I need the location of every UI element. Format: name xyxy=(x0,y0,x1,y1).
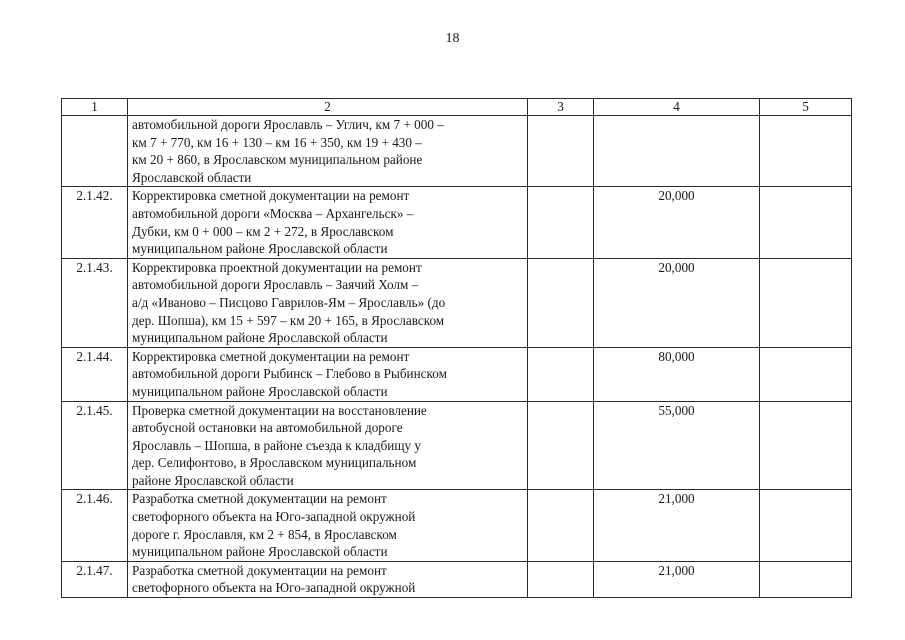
column-5-cell xyxy=(760,116,852,187)
amount-cell: 21,000 xyxy=(594,561,760,597)
amount-cell: 20,000 xyxy=(594,187,760,258)
table-row xyxy=(62,116,852,187)
table-body xyxy=(62,116,852,598)
item-description xyxy=(128,347,528,401)
amount-cell: 55,000 xyxy=(594,401,760,490)
column-header-4: 4 xyxy=(594,99,760,116)
description-line: дороге г. Ярославля, км 2 + 854, в Ярославском xyxy=(132,526,397,542)
column-3-cell xyxy=(528,490,594,561)
description-line: Ярославль – Шопша, в районе съезда к кладбищу у xyxy=(132,437,421,453)
item-description xyxy=(128,258,528,347)
description-line: дер. Шопша), км 15 + 597 – км 20 + 165, в Ярославском xyxy=(132,312,445,328)
item-number: 2.1.46. xyxy=(62,490,128,561)
column-3-cell xyxy=(528,401,594,490)
amount-cell: 21,000 xyxy=(594,490,760,561)
page-number: 18 xyxy=(445,31,460,46)
column-3-cell xyxy=(528,258,594,347)
column-header-2: 2 xyxy=(128,99,528,116)
description-line: автобусной остановки на автомобильной дороге xyxy=(132,420,403,436)
description-line: муниципальном районе Ярославской области xyxy=(132,241,388,257)
column-5-cell xyxy=(760,187,852,258)
description-line: автомобильной дороги Рыбинск – Глебово в Рыбинском xyxy=(132,366,447,382)
table-row xyxy=(62,490,852,561)
description-line: Проверка сметной документации на восстановление xyxy=(132,402,427,418)
description-line: км 7 + 770, км 16 + 130 – км 16 + 350, км 19 + 430 – xyxy=(132,134,422,150)
description-line: автомобильной дороги «Москва – Архангельск» – xyxy=(132,205,414,221)
budget-table xyxy=(61,98,852,598)
item-number: 2.1.45. xyxy=(62,401,128,490)
column-3-cell xyxy=(528,347,594,401)
item-number: 2.1.44. xyxy=(62,347,128,401)
column-3-cell xyxy=(528,116,594,187)
item-number xyxy=(62,116,128,187)
item-number: 2.1.42. xyxy=(62,187,128,258)
column-header-3: 3 xyxy=(528,99,594,116)
amount-cell: 80,000 xyxy=(594,347,760,401)
column-3-cell xyxy=(528,561,594,597)
item-description xyxy=(128,490,528,561)
description-line: Дубки, км 0 + 000 – км 2 + 272, в Ярославском xyxy=(132,223,394,239)
description-line: светофорного объекта на Юго-западной окружной xyxy=(132,509,416,525)
item-description xyxy=(128,401,528,490)
column-5-cell xyxy=(760,490,852,561)
table-row xyxy=(62,187,852,258)
table-row xyxy=(62,347,852,401)
column-5-cell xyxy=(760,401,852,490)
description-line: а/д «Иваново – Писцово Гаврилов-Ям – Ярославль» (до xyxy=(132,294,446,310)
description-line: Ярославской области xyxy=(132,169,252,185)
column-5-cell xyxy=(760,258,852,347)
table-row xyxy=(62,401,852,490)
column-header-5: 5 xyxy=(760,99,852,116)
description-line: муниципальном районе Ярославской области xyxy=(132,330,388,346)
description-line: дер. Селифонтово, в Ярославском муниципальном xyxy=(132,455,417,471)
description-line: Корректировка сметной документации на ремонт xyxy=(132,348,410,364)
item-number: 2.1.47. xyxy=(62,561,128,597)
table-row xyxy=(62,258,852,347)
description-line: автомобильной дороги Ярославль – Заячий Холм – xyxy=(132,277,419,293)
description-line: км 20 + 860, в Ярославском муниципальном районе xyxy=(132,152,423,168)
table-row xyxy=(62,561,852,597)
column-header-1: 1 xyxy=(62,99,128,116)
column-5-cell xyxy=(760,561,852,597)
description-line: муниципальном районе Ярославской области xyxy=(132,383,388,399)
description-line: Разработка сметной документации на ремонт xyxy=(132,562,387,578)
description-line: Корректировка сметной документации на ремонт xyxy=(132,188,410,204)
item-description xyxy=(128,116,528,187)
description-line: муниципальном районе Ярославской области xyxy=(132,544,388,560)
column-5-cell xyxy=(760,347,852,401)
amount-cell: 20,000 xyxy=(594,258,760,347)
description-line: светофорного объекта на Юго-западной окружной xyxy=(132,580,416,596)
description-line: районе Ярославской области xyxy=(132,472,294,488)
description-line: Корректировка проектной документации на ремонт xyxy=(132,259,422,275)
item-description xyxy=(128,561,528,597)
item-description xyxy=(128,187,528,258)
column-3-cell xyxy=(528,187,594,258)
item-number: 2.1.43. xyxy=(62,258,128,347)
table-header-row xyxy=(62,99,852,116)
description-line: Разработка сметной документации на ремонт xyxy=(132,491,387,507)
description-line: автомобильной дороги Ярославль – Углич, км 7 + 000 – xyxy=(132,117,444,132)
amount-cell xyxy=(594,116,760,187)
